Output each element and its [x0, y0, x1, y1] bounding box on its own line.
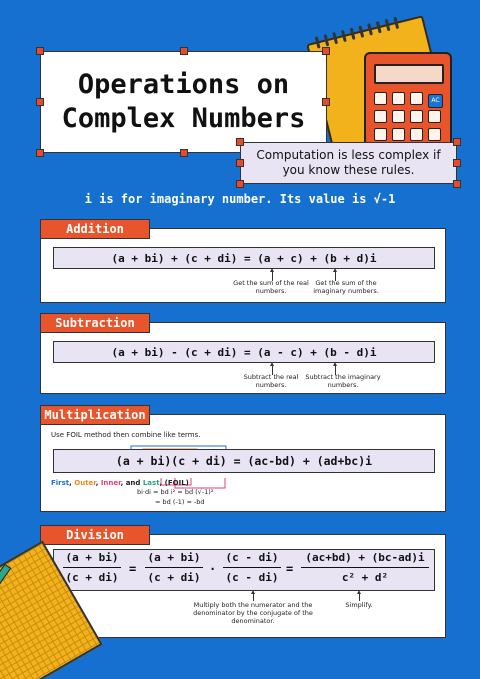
multiplication-panel — [40, 414, 446, 512]
selection-handle — [236, 159, 244, 167]
foil-line2: = bd (-1) = -bd — [155, 498, 205, 506]
foil-last: Last — [142, 479, 160, 487]
intro-text: i is for imaginary number. Its value is √-1 — [84, 192, 396, 206]
division-label: Division — [40, 525, 150, 545]
selection-handle — [322, 98, 330, 106]
equals-sign: = — [286, 562, 294, 576]
division-note-conjugate: Multiply both the numerator and the denominator by the conjugate of the denominator. — [193, 601, 313, 625]
foil-first: First — [51, 479, 70, 487]
subtraction-note-real: Subtract the real numbers. — [243, 373, 299, 389]
selection-handle — [322, 47, 330, 55]
multiplication-label: Multiplication — [40, 405, 150, 425]
title-box — [40, 51, 327, 153]
arrow-icon — [253, 593, 254, 601]
addition-formula: (a + bi) + (c + di) = (a + c) + (b + d)i — [53, 247, 435, 269]
selection-handle — [236, 138, 244, 146]
arrow-icon — [359, 593, 360, 601]
division-fraction-2: $\frac{(a + bi)}{(c + di)}$ — [145, 551, 203, 584]
ac-key: AC — [428, 94, 443, 108]
selection-handle — [236, 180, 244, 188]
selection-handle — [36, 47, 44, 55]
multiplication-formula: (a + bi)(c + di) = (ac-bd) + (ad+bc)i — [53, 449, 435, 473]
foil-inner: Inner — [100, 479, 121, 487]
equals-sign: = — [129, 562, 137, 576]
division-fraction-1: $\frac{(a + bi)}{(c + di)}$ — [63, 551, 121, 584]
selection-handle — [453, 180, 461, 188]
division-panel — [40, 534, 446, 638]
selection-handle — [36, 98, 44, 106]
page-title: Operations on Complex Numbers — [61, 69, 306, 134]
division-fraction-3: $\frac{(c - di)}{(c - di)}$ — [223, 551, 281, 584]
foil-tail: (FOIL) — [164, 479, 189, 487]
subtraction-formula: (a + bi) - (c + di) = (a - c) + (b - d)i — [53, 341, 435, 363]
addition-panel — [40, 228, 446, 303]
division-note-simplify: Simplify. — [345, 601, 373, 609]
foil-legend: First, Outer, Inner, and Last, (FOIL) — [51, 479, 189, 487]
selection-handle — [36, 149, 44, 157]
selection-handle — [453, 138, 461, 146]
foil-line1: bi·di = bd i² = bd (√-1)² — [137, 488, 214, 496]
foil-outer: Outer — [74, 479, 96, 487]
selection-handle — [180, 47, 188, 55]
multiplication-instruction: Use FOIL method then combine like terms. — [51, 431, 201, 439]
subtitle: Computation is less complex if you know these rules. — [256, 148, 441, 177]
foil-and: and — [125, 479, 141, 487]
addition-note-imaginary: Get the sum of the imaginary numbers. — [313, 279, 379, 295]
selection-handle — [180, 149, 188, 157]
subtraction-label: Subtraction — [40, 313, 150, 333]
multiply-dot: · — [209, 562, 217, 576]
division-fraction-4: $\frac{(ac+bd) + (bc-ad)i}{\text{c² + d²}}$ — [301, 551, 429, 584]
selection-handle — [453, 159, 461, 167]
addition-label: Addition — [40, 219, 150, 239]
subtitle-box — [240, 142, 457, 184]
subtraction-note-imaginary: Subtract the imaginary numbers. — [305, 373, 381, 389]
addition-note-real: Get the sum of the real numbers. — [233, 279, 309, 295]
